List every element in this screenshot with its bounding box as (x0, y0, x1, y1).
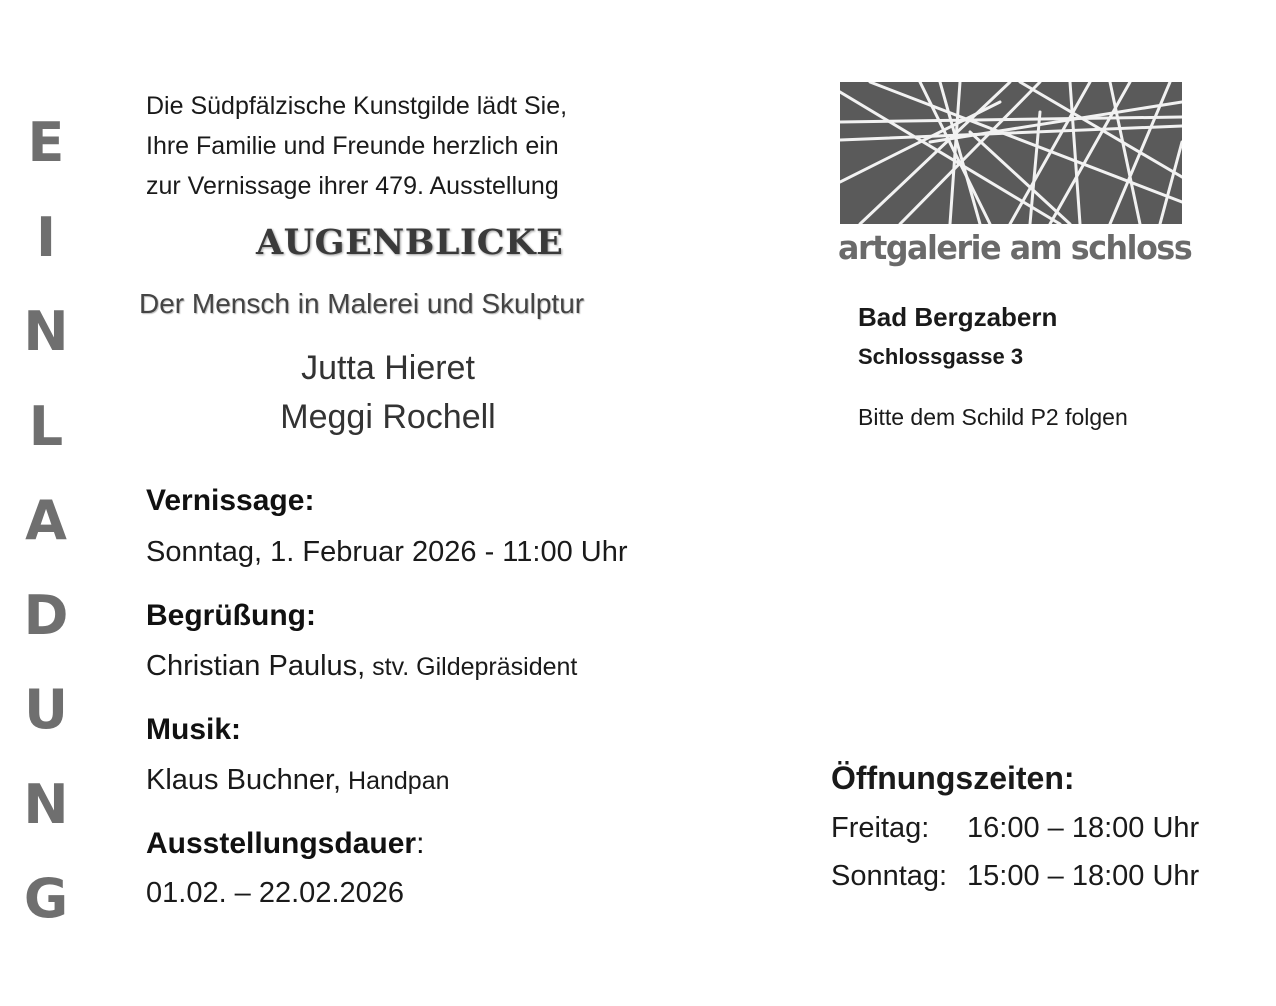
duration-colon: : (416, 827, 425, 860)
gallery-city: Bad Bergzabern (858, 302, 1058, 332)
music-value (146, 764, 450, 797)
artist-name: Meggi Rochell (280, 398, 496, 436)
gallery-street: Schlossgasse 3 (858, 344, 1024, 369)
duration-label (146, 827, 424, 861)
intro-line-3: zur Vernissage ihrer 479. Ausstellung (146, 172, 559, 200)
intro-line-2: Ihre Familie und Freunde herzlich ein (146, 132, 559, 160)
exhibition-title: AUGENBLICKE (256, 222, 564, 263)
gallery-directions: Bitte dem Schild P2 folgen (858, 404, 1128, 430)
opening-hours-title: Öffnungszeiten: (831, 760, 1075, 796)
greeting-label: Begrüßung: (146, 599, 316, 632)
vertical-letter: A (25, 489, 67, 552)
intro-line-1: Die Südpfälzische Kunstgilde lädt Sie, (146, 92, 568, 120)
opening-hours-row (831, 860, 1199, 893)
artist-name: Jutta Hieret (301, 349, 475, 387)
music-label: Musik: (146, 713, 242, 746)
gallery-logo-lines (840, 82, 1182, 224)
opening-hours-row (831, 812, 1199, 845)
music-instrument: Handpan (341, 767, 450, 795)
vertical-letter: U (24, 678, 68, 741)
duration-value: 01.02. – 22.02.2026 (146, 877, 405, 909)
invitation-intro (146, 86, 567, 206)
vertical-title-einladung (22, 96, 70, 947)
gallery-logo-graphic (840, 82, 1182, 224)
vertical-letter: N (23, 300, 69, 363)
vertical-letter: N (23, 772, 69, 836)
vertical-letter: I (35, 205, 57, 269)
greeting-name: Christian Paulus, (146, 650, 366, 682)
vertical-letter: D (23, 583, 69, 647)
duration-label-text: Ausstellungsdauer (146, 827, 417, 860)
vernissage-value: Sonntag, 1. Februar 2026 - 11:00 Uhr (146, 536, 628, 568)
exhibition-subtitle: Der Mensch in Malerei und Skulptur (139, 288, 585, 319)
gallery-logo-text: artgalerie am schloss (838, 228, 1192, 267)
greeting-value (146, 650, 577, 683)
vertical-letter: L (28, 394, 64, 458)
vertical-letter: G (23, 867, 69, 930)
music-name: Klaus Buchner, (146, 764, 342, 796)
greeting-role: stv. Gildepräsident (365, 653, 578, 681)
opening-hours-day: Sonntag: (831, 860, 948, 892)
opening-hours-day: Freitag: (831, 812, 930, 844)
vernissage-label: Vernissage: (146, 484, 315, 517)
vertical-letter: E (27, 111, 65, 174)
opening-hours-time: 16:00 – 18:00 Uhr (967, 812, 1200, 844)
opening-hours-time: 15:00 – 18:00 Uhr (967, 860, 1200, 892)
artists-list (268, 344, 508, 442)
